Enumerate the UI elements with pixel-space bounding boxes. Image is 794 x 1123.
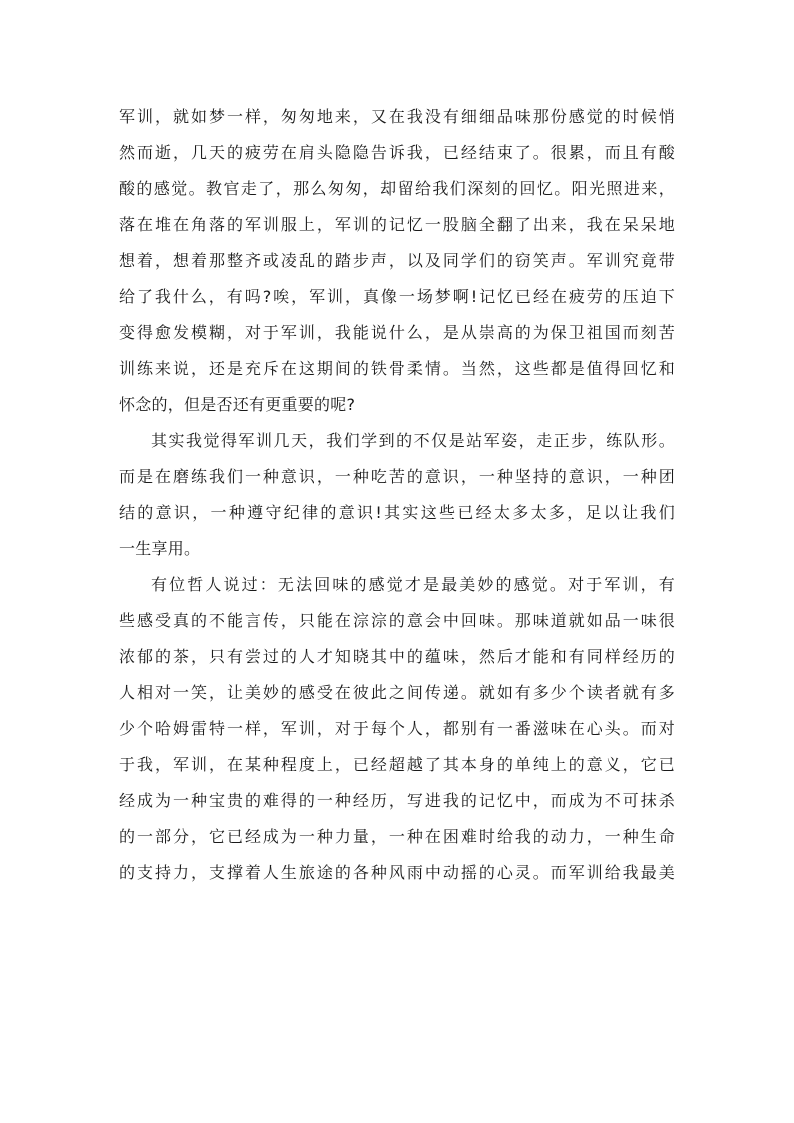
text-line: 其实我觉得军训几天，我们学到的不仅是站军姿，走正步，练队形。	[151, 431, 675, 450]
paragraph-3	[119, 567, 675, 891]
text-line: 一生享用。	[119, 539, 201, 558]
text-line: 军训，就如梦一样，匆匆地来，又在我没有细细品味那份感觉的时候悄	[119, 107, 675, 126]
text-line: 些感受真的不能言传，只能在淙淙的意会中回味。那味道就如品一味很	[119, 611, 675, 630]
text-line: 然而逝，几天的疲劳在肩头隐隐告诉我，已经结束了。很累，而且有酸	[119, 143, 675, 162]
text-line: 而是在磨练我们一种意识，一种吃苦的意识，一种坚持的意识，一种团	[119, 467, 675, 486]
text-line: 训练来说，还是充斥在这期间的铁骨柔情。当然，这些都是值得回忆和	[119, 359, 675, 378]
paragraph-2	[119, 423, 675, 567]
text-line: 变得愈发模糊，对于军训，我能说什么，是从崇高的为保卫祖国而刻苦	[119, 323, 675, 342]
text-line: 想着，想着那整齐或凌乱的踏步声，以及同学们的窃笑声。军训究竟带	[119, 251, 675, 270]
text-line: 的支持力，支撑着人生旅途的各种风雨中动摇的心灵。而军训给我最美	[119, 863, 675, 882]
text-line: 少个哈姆雷特一样，军训，对于每个人，都别有一番滋味在心头。而对	[119, 719, 675, 738]
text-line: 落在堆在角落的军训服上，军训的记忆一股脑全翻了出来，我在呆呆地	[119, 215, 675, 234]
text-line: 浓郁的茶，只有尝过的人才知晓其中的蕴味，然后才能和有同样经历的	[119, 647, 675, 666]
text-line: 结的意识，一种遵守纪律的意识!其实这些已经太多太多，足以让我们	[119, 503, 675, 522]
text-line: 于我，军训，在某种程度上，已经超越了其本身的单纯上的意义，它已	[119, 755, 675, 774]
text-line: 酸的感觉。教官走了，那么匆匆，却留给我们深刻的回忆。阳光照进来，	[119, 179, 675, 198]
text-line: 给了我什么，有吗?唉，军训，真像一场梦啊!记忆已经在疲劳的压迫下	[119, 287, 675, 306]
text-line: 有位哲人说过：无法回味的感觉才是最美妙的感觉。对于军训，有	[151, 575, 675, 594]
text-line: 经成为一种宝贵的难得的一种经历，写进我的记忆中，而成为不可抹杀	[119, 791, 675, 810]
text-line: 的一部分，它已经成为一种力量，一种在困难时给我的动力，一种生命	[119, 827, 675, 846]
text-line: 怀念的，但是否还有更重要的呢?	[119, 395, 356, 414]
document-body	[119, 99, 675, 891]
text-line: 人相对一笑，让美妙的感受在彼此之间传递。就如有多少个读者就有多	[119, 683, 675, 702]
paragraph-1	[119, 99, 675, 423]
